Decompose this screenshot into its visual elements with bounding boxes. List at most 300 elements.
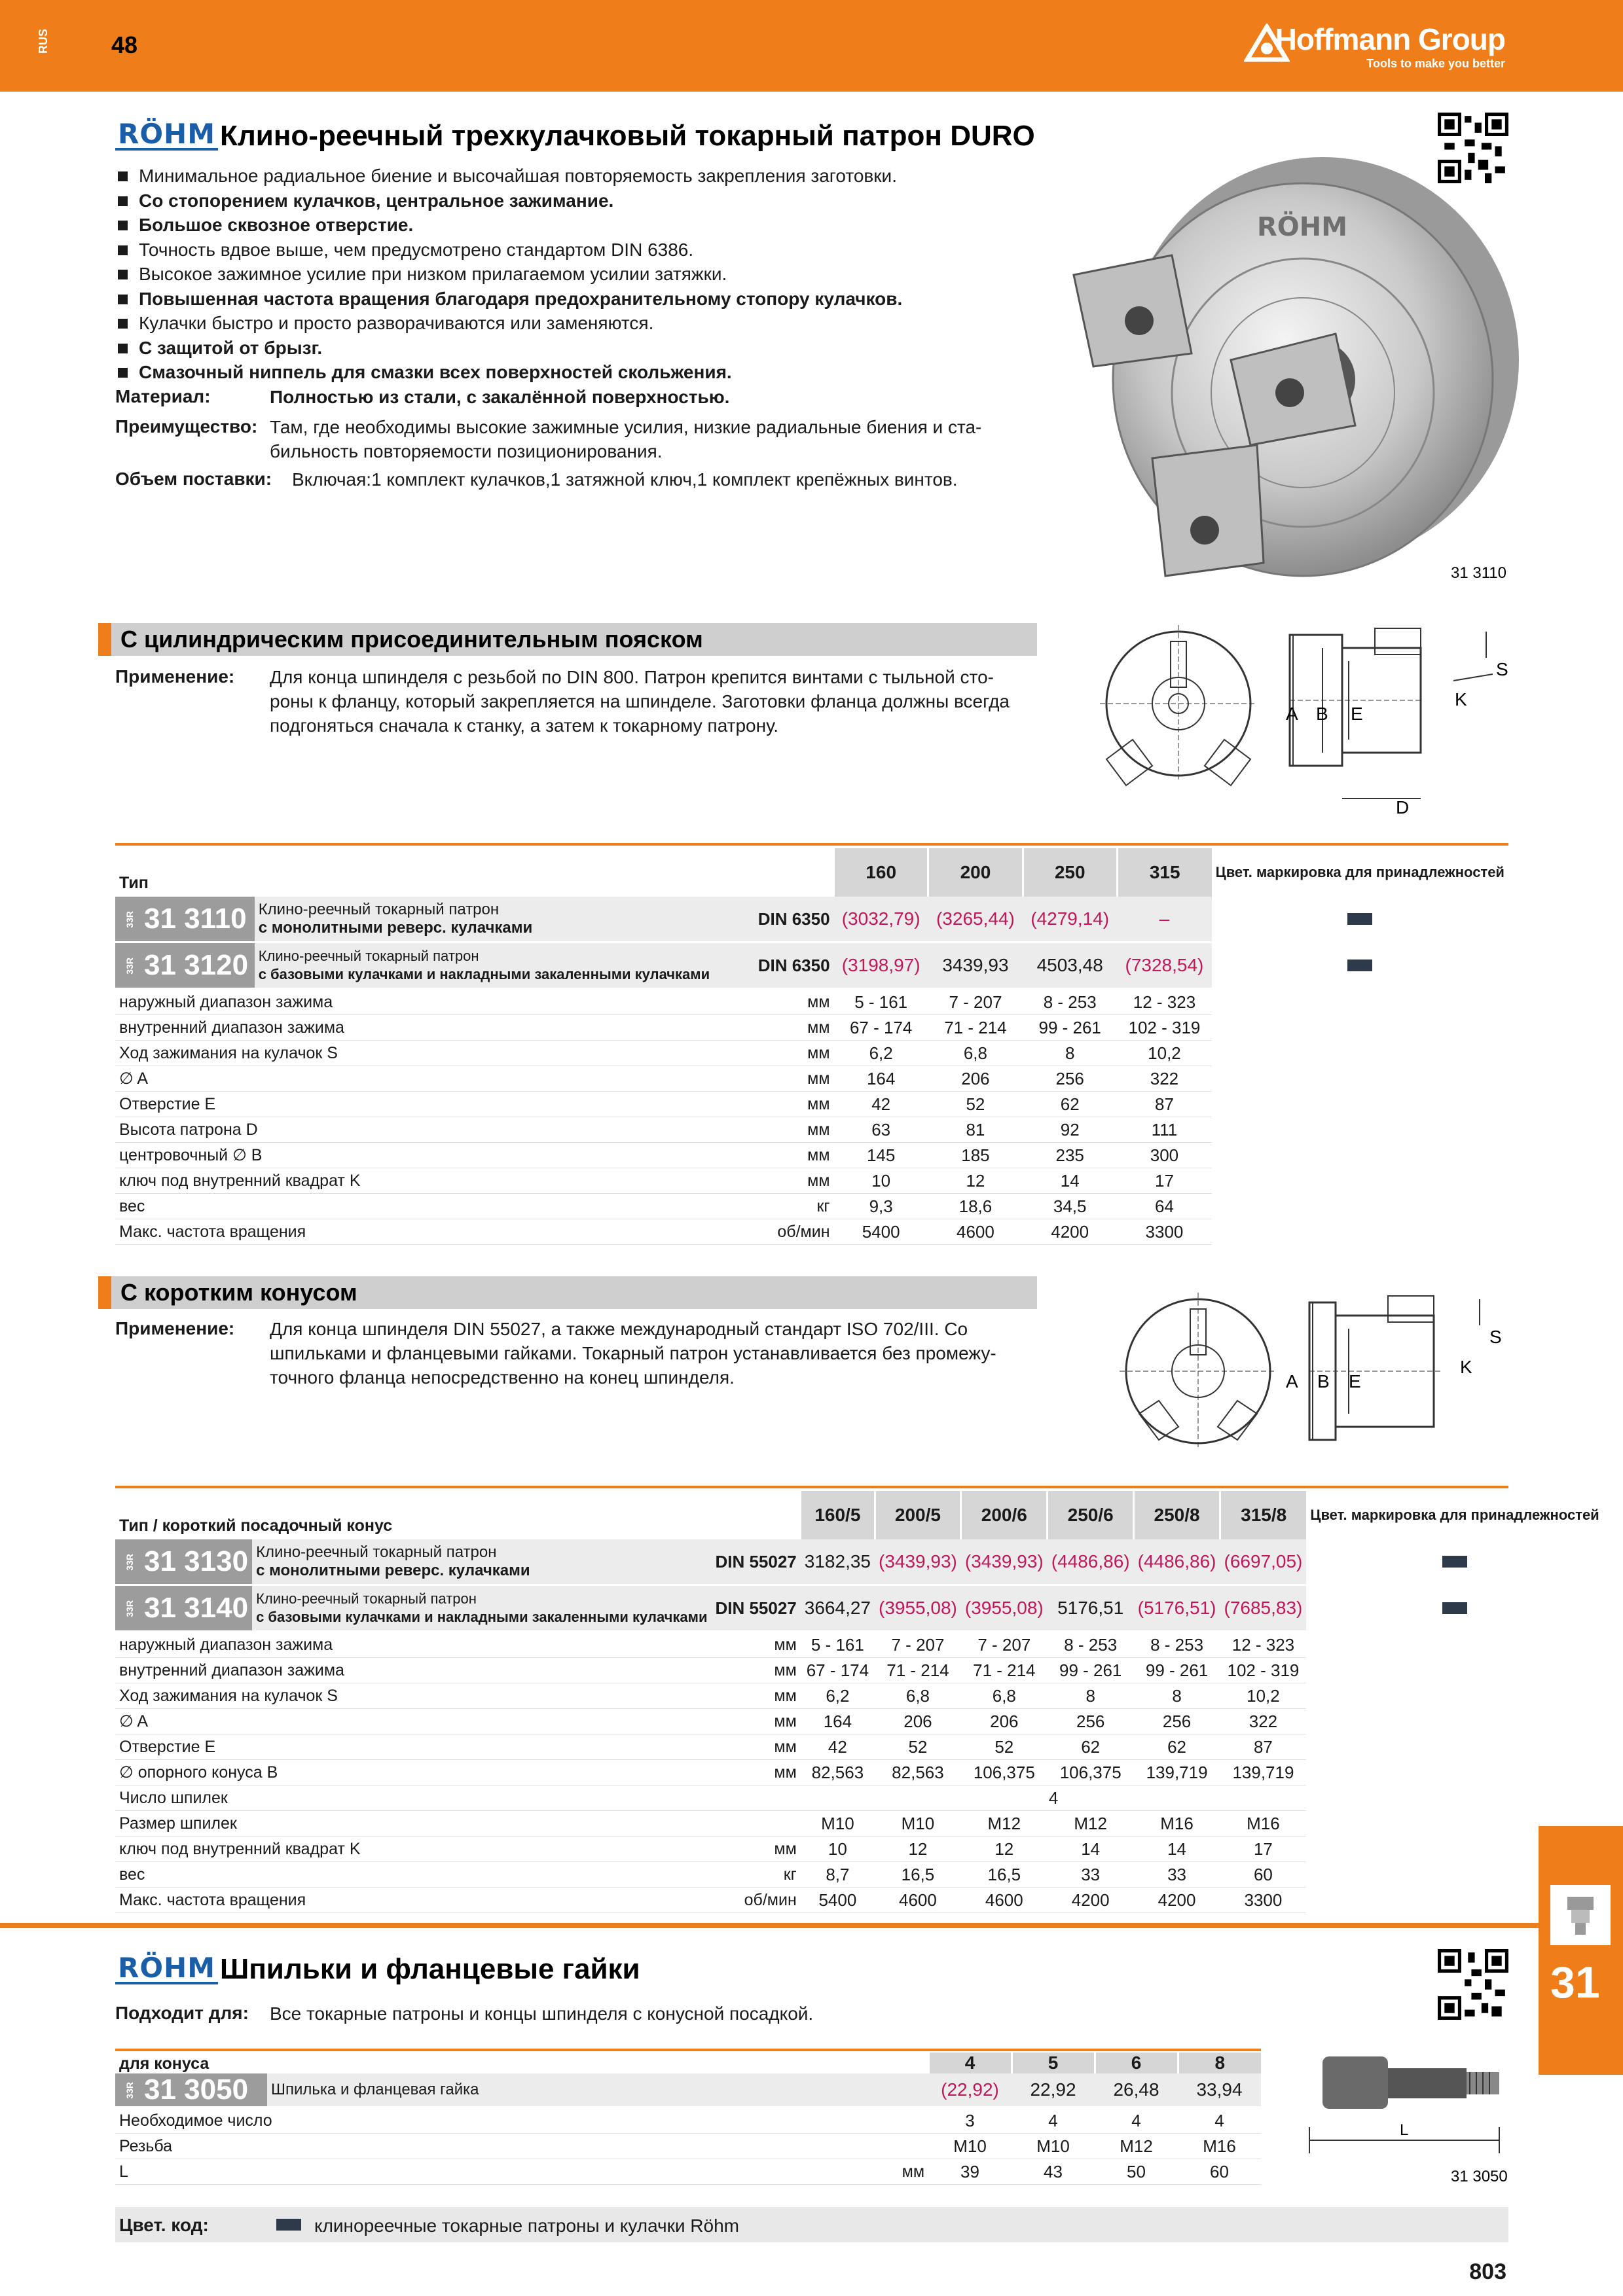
spec-value: 8 - 253	[1134, 1632, 1220, 1658]
spec-value: 10,2	[1117, 1041, 1211, 1066]
spec-row	[115, 1041, 1508, 1066]
spec-value: 64	[1117, 1194, 1211, 1219]
dim-e: E	[1351, 704, 1363, 724]
spec-value: M12	[1095, 2134, 1178, 2159]
spec-label: Размер шпилек	[115, 1811, 711, 1837]
material-label: Материал:	[115, 386, 211, 406]
spec-value: 256	[1048, 1709, 1134, 1734]
spec-value: M16	[1178, 2134, 1261, 2159]
photo-caption: 31 3110	[1451, 564, 1506, 582]
spec-row	[115, 2134, 1261, 2159]
spec-unit: мм	[711, 1760, 800, 1785]
spec-value: 99 - 261	[1048, 1658, 1134, 1683]
spec-value: 52	[928, 1092, 1023, 1117]
spec-value: M12	[961, 1811, 1048, 1837]
din-standard: DIN 6350	[714, 942, 833, 989]
spec-value: 4200	[1048, 1888, 1134, 1913]
spec-value: 235	[1023, 1143, 1117, 1168]
spec-value: 4600	[875, 1888, 961, 1913]
spec-row	[115, 1632, 1603, 1658]
size-col: 250/6	[1048, 1491, 1134, 1539]
spec-value: 164	[834, 1066, 928, 1092]
spec-label: L	[115, 2159, 594, 2185]
spec-label: Необходимое число	[115, 2108, 594, 2134]
feature-item: С защитой от брызг.	[115, 336, 1032, 361]
spec-value: 16,5	[961, 1862, 1048, 1888]
price: 5176,51	[1048, 1585, 1134, 1632]
price: (3439,93)	[961, 1539, 1048, 1585]
spec-row	[115, 1811, 1603, 1837]
price: 3664,27	[801, 1585, 875, 1632]
size-col: 315	[1117, 848, 1211, 897]
fits-value: Все токарные патроны и концы шпинделя с конусной посадкой.	[270, 2003, 814, 2024]
supply-label: Объем поставки:	[115, 469, 272, 489]
spec-value: 185	[928, 1143, 1023, 1168]
spec-value: 3300	[1220, 1888, 1307, 1913]
spec-value: M10	[875, 1811, 961, 1837]
section-title-text: С коротким конусом	[120, 1279, 357, 1306]
spec-value: 4200	[1023, 1219, 1117, 1245]
size-col: 160	[834, 848, 928, 897]
spec-value: 8	[1134, 1683, 1220, 1709]
spec-unit: мм	[711, 1734, 800, 1760]
spec-value: 71 - 214	[875, 1658, 961, 1683]
spec-row	[115, 1066, 1508, 1092]
feature-list	[115, 164, 1032, 385]
advantage-value-2: бильность повторяемости позиционирования.	[270, 441, 663, 461]
spec-value: 206	[875, 1709, 961, 1734]
qr-code-icon[interactable]	[1438, 1949, 1508, 2020]
size-col: 315/8	[1220, 1491, 1307, 1539]
photo-caption: 31 3050	[1451, 2168, 1508, 2185]
dim-e: E	[1349, 1371, 1361, 1391]
product-description: Клино-реечный токарный патрон с базовыми кулачками и накладными закаленными кулачками	[252, 1585, 711, 1632]
stud-and-nut-photo	[1303, 2029, 1512, 2179]
color-code-label: Цвет. код:	[119, 2215, 209, 2235]
spec-value: 12	[928, 1168, 1023, 1194]
spec-value: 12	[875, 1837, 961, 1862]
spec-value: 12 - 323	[1117, 989, 1211, 1015]
spec-label: наружный диапазон зажима	[115, 989, 714, 1015]
spec-row	[115, 1837, 1603, 1862]
chapter-number: 31	[1550, 1958, 1600, 2007]
dim-l: L	[1400, 2121, 1409, 2139]
table-top-divider	[115, 843, 1508, 846]
dim-a: A	[1286, 1371, 1298, 1391]
spec-value: 322	[1220, 1709, 1307, 1734]
spec-row	[115, 1092, 1508, 1117]
spec-value: 7 - 207	[928, 989, 1023, 1015]
spec-value: 92	[1023, 1117, 1117, 1143]
size-col: 250	[1023, 848, 1117, 897]
spec-label: ∅ A	[115, 1709, 711, 1734]
spec-value: 139,719	[1220, 1760, 1307, 1785]
size-col: 5	[1012, 2053, 1095, 2073]
spec-value: 3300	[1117, 1219, 1211, 1245]
dim-b: B	[1317, 1371, 1330, 1391]
spec-label: Макс. частота вращения	[115, 1219, 714, 1245]
color-swatch	[1347, 960, 1372, 971]
spec-value: 62	[1134, 1734, 1220, 1760]
spec-label: ∅ опорного конуса B	[115, 1760, 711, 1785]
spec-value: 6,8	[928, 1041, 1023, 1066]
spec-value: 4	[801, 1785, 1307, 1811]
product-row[interactable]	[115, 897, 1508, 942]
application-label: Применение:	[115, 1318, 235, 1338]
spec-value: 4	[1012, 2108, 1095, 2134]
spec-row	[115, 1015, 1508, 1041]
spec-row	[115, 1219, 1508, 1245]
spec-value: M16	[1134, 1811, 1220, 1837]
spec-unit: мм	[714, 1168, 833, 1194]
spec-value: 3	[928, 2108, 1012, 2134]
spec-value: M12	[1048, 1811, 1134, 1837]
spec-value: 67 - 174	[801, 1658, 875, 1683]
spec-value: 5 - 161	[834, 989, 928, 1015]
spec-value: 63	[834, 1117, 928, 1143]
price: –	[1117, 897, 1211, 942]
spec-label: Высота патрона D	[115, 1117, 714, 1143]
spec-value: 18,6	[928, 1194, 1023, 1219]
spec-value: 5400	[834, 1219, 928, 1245]
feature-item: Точность вдвое выше, чем предусмотрено стандартом DIN 6386.	[115, 238, 1032, 262]
size-col: 200/6	[961, 1491, 1048, 1539]
color-mark-header: Цвет. маркировка для принадлежностей	[1212, 848, 1508, 897]
spec-unit: об/мин	[711, 1888, 800, 1913]
spec-label: ключ под внутренний квадрат K	[115, 1837, 711, 1862]
spec-value: 82,563	[875, 1760, 961, 1785]
spec-unit: мм	[711, 1658, 800, 1683]
application-line: подгоняться сначала к станку, а затем к токарному патрону.	[270, 715, 779, 736]
svg-text:RÖHM: RÖHM	[1257, 212, 1348, 242]
spec-unit	[594, 2134, 928, 2159]
spec-value: 82,563	[801, 1760, 875, 1785]
spec-value: 4200	[1134, 1888, 1220, 1913]
spec-label: Макс. частота вращения	[115, 1888, 711, 1913]
spec-value: 256	[1134, 1709, 1220, 1734]
spec-value: 102 - 319	[1220, 1658, 1307, 1683]
product-row[interactable]	[115, 2073, 1261, 2108]
spec-row	[115, 1709, 1603, 1734]
spec-value: 10,2	[1220, 1683, 1307, 1709]
spec-value: 33	[1048, 1862, 1134, 1888]
dim-s: S	[1496, 659, 1508, 679]
color-mark-header: Цвет. маркировка для принадлежностей	[1306, 1491, 1603, 1539]
product-title: Шпильки и фланцевые гайки	[220, 1953, 640, 1985]
spec-value: 10	[834, 1168, 928, 1194]
spec-value: 14	[1023, 1168, 1117, 1194]
spec-unit: об/мин	[714, 1219, 833, 1245]
spec-value: 71 - 214	[928, 1015, 1023, 1041]
spec-value: 62	[1023, 1092, 1117, 1117]
spec-value: 81	[928, 1117, 1023, 1143]
price: (3439,93)	[875, 1539, 961, 1585]
spec-table-cylindrical	[115, 848, 1508, 1245]
spec-value: M10	[928, 2134, 1012, 2159]
spec-label: Резьба	[115, 2134, 594, 2159]
price: (22,92)	[928, 2073, 1012, 2108]
spec-label: внутренний диапазон зажима	[115, 1658, 711, 1683]
spec-value: 14	[1134, 1837, 1220, 1862]
spec-label: Ход зажимания на кулачок S	[115, 1683, 711, 1709]
spec-value: 4600	[961, 1888, 1048, 1913]
section-cylindrical-title	[98, 623, 1037, 656]
spec-value: 139,719	[1134, 1760, 1220, 1785]
type-label: Тип / короткий посадочный конус	[115, 1491, 801, 1539]
application-line: Для конца шпинделя DIN 55027, а также международный стандарт ISO 702/III. Со	[270, 1319, 968, 1339]
price: (4486,86)	[1134, 1539, 1220, 1585]
size-col: 4	[928, 2053, 1012, 2073]
din-standard: DIN 55027	[711, 1539, 800, 1585]
price: (6697,05)	[1220, 1539, 1307, 1585]
product-title: Клино-реечный трехкулачковый токарный патрон DURO	[220, 120, 1035, 152]
application-line: Для конца шпинделя с резьбой по DIN 800. Патрон крепится винтами с тыльной сто-	[270, 667, 994, 687]
spec-unit: кг	[714, 1194, 833, 1219]
spec-unit: мм	[711, 1632, 800, 1658]
spec-row	[115, 1683, 1603, 1709]
spec-unit: мм	[714, 1041, 833, 1066]
article-number[interactable]: 33R 31 3130	[115, 1539, 252, 1585]
spec-value: 52	[875, 1734, 961, 1760]
feature-item: Повышенная частота вращения благодаря предохранительному стопору кулачков.	[115, 287, 1032, 312]
price: (4486,86)	[1048, 1539, 1134, 1585]
size-col: 6	[1095, 2053, 1178, 2073]
price: (3955,08)	[875, 1585, 961, 1632]
product-description: Клино-реечный токарный патрон с базовыми кулачками и накладными закаленными кулачками	[255, 942, 714, 989]
size-col: 250/8	[1134, 1491, 1220, 1539]
feature-item: Большое сквозное отверстие.	[115, 213, 1032, 238]
spec-value: 164	[801, 1709, 875, 1734]
dim-s: S	[1489, 1327, 1502, 1347]
price: 3182,35	[801, 1539, 875, 1585]
spec-value: 42	[801, 1734, 875, 1760]
advantage-label: Преимущество:	[115, 416, 258, 437]
price: 3439,93	[928, 942, 1023, 989]
spec-value: 145	[834, 1143, 928, 1168]
product-description: Шпилька и фланцевая гайка	[267, 2073, 928, 2108]
price: (7685,83)	[1220, 1585, 1307, 1632]
article-number[interactable]: 33R 31 3050	[115, 2073, 267, 2108]
application-line: точного фланца непосредственно на конец шпинделя.	[270, 1367, 735, 1388]
language-code: RUS	[37, 29, 50, 54]
spec-value: 60	[1178, 2159, 1261, 2185]
color-swatch	[276, 2219, 301, 2231]
application-line: шпильками и фланцевыми гайками. Токарный патрон устанавливается без промежу-	[270, 1343, 996, 1363]
spec-value: 34,5	[1023, 1194, 1117, 1219]
spec-value: 99 - 261	[1023, 1015, 1117, 1041]
spec-value: 6,2	[834, 1041, 928, 1066]
type-label: Тип	[115, 848, 834, 897]
spec-value: 87	[1220, 1734, 1307, 1760]
spec-value: 322	[1117, 1066, 1211, 1092]
chuck-chapter-icon	[1550, 1885, 1611, 1945]
spec-table-short-taper	[115, 1491, 1603, 1913]
spec-value: 33	[1134, 1862, 1220, 1888]
spec-value: 300	[1117, 1143, 1211, 1168]
price: (3955,08)	[961, 1585, 1048, 1632]
spec-value: 5 - 161	[801, 1632, 875, 1658]
spec-value: 106,375	[961, 1760, 1048, 1785]
spec-value: 60	[1220, 1862, 1307, 1888]
type-label: для конуса	[115, 2053, 928, 2073]
spec-unit	[711, 1811, 800, 1837]
article-number[interactable]: 33R 31 3120	[115, 942, 255, 989]
price: (3198,97)	[834, 942, 928, 989]
spec-label: Число шпилек	[115, 1785, 711, 1811]
spec-value: 4	[1178, 2108, 1261, 2134]
price: (5176,51)	[1134, 1585, 1220, 1632]
color-swatch	[1442, 1556, 1467, 1568]
spec-unit: мм	[594, 2159, 928, 2185]
spec-value: 256	[1023, 1066, 1117, 1092]
chuck-front-view-drawing	[1093, 615, 1552, 825]
spec-value: 99 - 261	[1134, 1658, 1220, 1683]
spec-row	[115, 2159, 1261, 2185]
spec-label: вес	[115, 1194, 714, 1219]
spec-value: 62	[1048, 1734, 1134, 1760]
table-top-divider	[115, 1486, 1508, 1488]
spec-value: 7 - 207	[875, 1632, 961, 1658]
spec-value: 8,7	[801, 1862, 875, 1888]
spec-row	[115, 1862, 1603, 1888]
spec-value: 9,3	[834, 1194, 928, 1219]
spec-row	[115, 1143, 1508, 1168]
spec-unit	[711, 1785, 800, 1811]
product-row[interactable]	[115, 1585, 1603, 1632]
product-description: Клино-реечный токарный патрон с монолитными реверс. кулачками	[255, 897, 714, 942]
spec-unit: мм	[714, 1066, 833, 1092]
price: (7328,54)	[1117, 942, 1211, 989]
rohm-logo: RÖHM	[115, 1954, 218, 1984]
spec-unit: мм	[714, 1117, 833, 1143]
spec-unit: кг	[711, 1862, 800, 1888]
feature-item: Кулачки быстро и просто разворачиваются или заменяются.	[115, 311, 1032, 336]
price: 22,92	[1012, 2073, 1095, 2108]
spec-label: Отверстие E	[115, 1092, 714, 1117]
article-number[interactable]: 33R 31 3110	[115, 897, 255, 942]
spec-value: M10	[1012, 2134, 1095, 2159]
spec-value: 42	[834, 1092, 928, 1117]
brand	[1275, 22, 1505, 75]
spec-value: 4600	[928, 1219, 1023, 1245]
feature-item: Минимальное радиальное биение и высочайшая повторяемость закрепления заготовки.	[115, 164, 1032, 188]
spec-value: 50	[1095, 2159, 1178, 2185]
spec-row	[115, 1194, 1508, 1219]
spec-row	[115, 1785, 1603, 1811]
size-col: 8	[1178, 2053, 1261, 2073]
spec-value: 10	[801, 1837, 875, 1862]
spec-label: ключ под внутренний квадрат K	[115, 1168, 714, 1194]
spec-value: 52	[961, 1734, 1048, 1760]
spec-table-studs	[115, 2053, 1261, 2185]
product-row[interactable]	[115, 942, 1508, 989]
spec-row	[115, 989, 1508, 1015]
dim-k: K	[1460, 1357, 1472, 1377]
spec-row	[115, 2108, 1261, 2134]
spec-unit: мм	[714, 1143, 833, 1168]
price: (3032,79)	[834, 897, 928, 942]
spec-value: 14	[1048, 1837, 1134, 1862]
spec-value: 17	[1220, 1837, 1307, 1862]
spec-value: 87	[1117, 1092, 1211, 1117]
spec-label: наружный диапазон зажима	[115, 1632, 711, 1658]
spec-value: 71 - 214	[961, 1658, 1048, 1683]
product-description: Клино-реечный токарный патрон с монолитными реверс. кулачками	[252, 1539, 711, 1585]
spec-value: M16	[1220, 1811, 1307, 1837]
spec-value: 111	[1117, 1117, 1211, 1143]
page-number-top: 48	[111, 31, 138, 58]
spec-value: 16,5	[875, 1862, 961, 1888]
spec-label: центровочный ∅ B	[115, 1143, 714, 1168]
size-col: 160/5	[801, 1491, 875, 1539]
spec-row	[115, 1168, 1508, 1194]
feature-item: Высокое зажимное усилие при низком прилагаемом усилии затяжки.	[115, 262, 1032, 287]
brand-name: Hoffmann Group	[1275, 22, 1505, 56]
spec-unit	[594, 2108, 928, 2134]
spec-unit: мм	[711, 1709, 800, 1734]
page-number-bottom: 803	[1469, 2259, 1506, 2284]
spec-row	[115, 1117, 1508, 1143]
spec-value: 6,8	[875, 1683, 961, 1709]
spec-value: 12	[961, 1837, 1048, 1862]
color-swatch	[1347, 913, 1372, 925]
spec-unit: мм	[714, 1092, 833, 1117]
supply-value: Включая:1 комплект кулачков,1 затяжной ключ,1 комплект крепёжных винтов.	[292, 469, 958, 490]
spec-value: 206	[961, 1709, 1048, 1734]
spec-row	[115, 1658, 1603, 1683]
spec-value: 8	[1023, 1041, 1117, 1066]
application-line: роны к фланцу, который закрепляется на шпинделе. Заготовки фланца должны всегда	[270, 691, 1010, 711]
spec-value: 206	[928, 1066, 1023, 1092]
size-col: 200	[928, 848, 1023, 897]
din-standard: DIN 55027	[711, 1585, 800, 1632]
size-col: 200/5	[875, 1491, 961, 1539]
rohm-logo: RÖHM	[115, 120, 218, 151]
price: 33,94	[1178, 2073, 1261, 2108]
product-row[interactable]	[115, 1539, 1603, 1585]
dim-a: A	[1286, 704, 1298, 724]
price: 4503,48	[1023, 942, 1117, 989]
spec-label: внутренний диапазон зажима	[115, 1015, 714, 1041]
spec-value: 8 - 253	[1023, 989, 1117, 1015]
dim-b: B	[1316, 704, 1328, 724]
color-swatch	[1442, 1602, 1467, 1614]
spec-value: 8 - 253	[1048, 1632, 1134, 1658]
spec-label: Отверстие E	[115, 1734, 711, 1760]
spec-value: 5400	[801, 1888, 875, 1913]
spec-value: 12 - 323	[1220, 1632, 1307, 1658]
section-short-taper-title	[98, 1276, 1037, 1309]
fits-label: Подходит для:	[115, 2003, 249, 2023]
price: 26,48	[1095, 2073, 1178, 2108]
application-label: Применение:	[115, 666, 235, 687]
article-number[interactable]: 33R 31 3140	[115, 1585, 252, 1632]
spec-label: ∅ A	[115, 1066, 714, 1092]
price: (4279,14)	[1023, 897, 1117, 942]
chuck-short-taper-drawing	[1113, 1283, 1558, 1473]
feature-item: Со стопорением кулачков, центральное зажимание.	[115, 188, 1032, 213]
spec-value: 7 - 207	[961, 1632, 1048, 1658]
chapter-tab[interactable]	[1539, 1826, 1623, 2075]
advantage-value-1: Там, где необходимы высокие зажимные усилия, низкие радиальные биения и ста-	[270, 417, 982, 437]
spec-value: 43	[1012, 2159, 1095, 2185]
spec-value: 4	[1095, 2108, 1178, 2134]
spec-value: 106,375	[1048, 1760, 1134, 1785]
chuck-photo	[1061, 144, 1532, 615]
spec-unit: мм	[711, 1837, 800, 1862]
feature-item: Смазочный ниппель для смазки всех поверхностей скольжения.	[115, 360, 1032, 385]
section-divider	[0, 1923, 1539, 1928]
